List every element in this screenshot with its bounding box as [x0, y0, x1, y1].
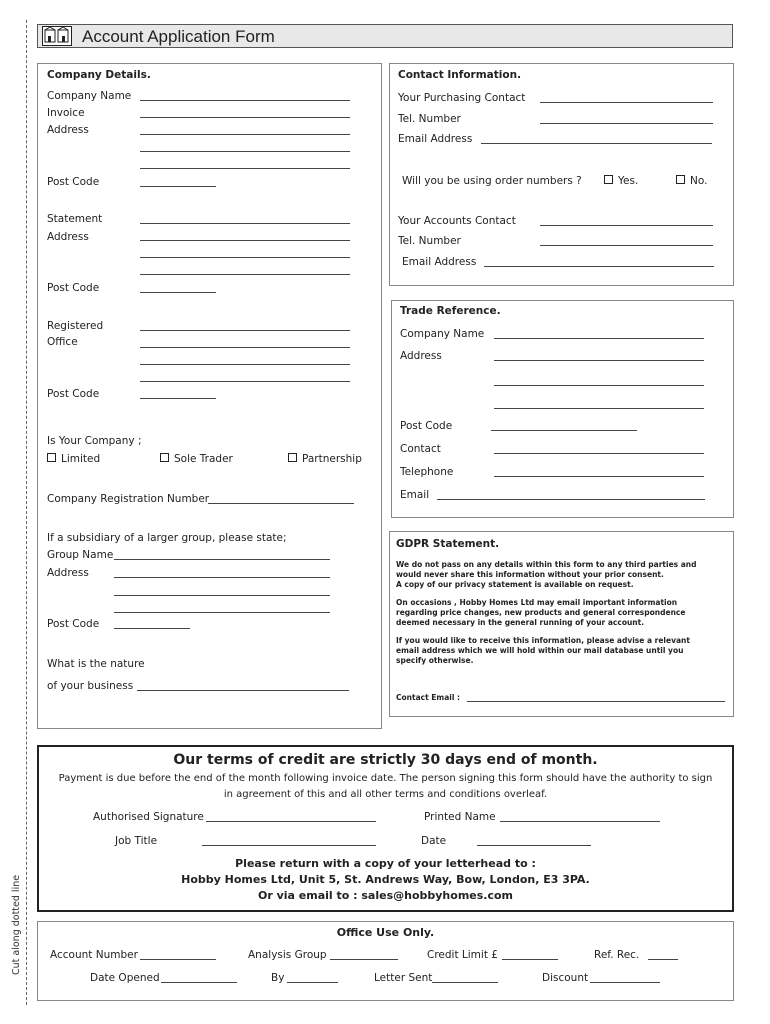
gdpr-p1-line-2: would never share this information without your prior consent. [396, 570, 664, 579]
date-field[interactable] [477, 845, 591, 846]
group-address-line-1[interactable] [114, 577, 330, 578]
trade-contact-field[interactable] [494, 453, 704, 454]
limited-option[interactable] [47, 453, 100, 465]
group-name-field[interactable] [114, 559, 330, 560]
order-no-label: No. [690, 175, 708, 187]
by-field[interactable] [287, 982, 338, 983]
contact-information-heading: Contact Information. [398, 69, 522, 81]
cut-label: Cut along dotted line [11, 874, 22, 975]
order-numbers-question: Will you be using order numbers ? [402, 175, 582, 187]
authorised-signature-label: Authorised Signature [93, 811, 204, 823]
statement-post-code-label: Post Code [47, 282, 100, 294]
statement-label: Statement [47, 213, 103, 225]
analysis-group-field[interactable] [330, 959, 398, 960]
purchasing-contact-label: Your Purchasing Contact [398, 92, 526, 104]
partnership-option[interactable] [288, 453, 362, 465]
group-post-code-field[interactable] [114, 628, 190, 629]
letter-sent-field[interactable] [432, 982, 498, 983]
gdpr-p2-line-3: deemed necessary in the general running of your account. [396, 618, 645, 627]
registered-line-4[interactable] [140, 381, 350, 382]
purchasing-tel-label: Tel. Number [398, 113, 461, 125]
trade-post-code-field[interactable] [491, 430, 637, 431]
invoice-address-line-4[interactable] [140, 168, 350, 169]
return-address: Hobby Homes Ltd, Unit 5, St. Andrews Way, Bow, London, E3 3PA. [181, 873, 590, 886]
authorised-signature-field[interactable] [206, 821, 376, 822]
terms-heading: Our terms of credit are strictly 30 days end of month. [173, 752, 598, 768]
account-number-label: Account Number [50, 949, 138, 961]
trade-address-line-1[interactable] [494, 360, 704, 361]
purchasing-email-field[interactable] [481, 143, 712, 144]
office-label: Office [47, 336, 78, 348]
group-address-line-3[interactable] [114, 612, 330, 613]
trade-contact-label: Contact [400, 443, 441, 455]
trade-address-line-3[interactable] [494, 408, 704, 409]
accounts-contact-label: Your Accounts Contact [398, 215, 516, 227]
discount-label: Discount [542, 972, 589, 984]
purchasing-email-label: Email Address [398, 133, 473, 145]
sole-trader-option[interactable] [160, 453, 233, 465]
order-no-option[interactable] [676, 175, 707, 187]
company-name-field[interactable] [140, 100, 350, 101]
invoice-address-line-1[interactable] [140, 117, 350, 118]
nature-field[interactable] [137, 690, 349, 691]
return-email: Or via email to : sales@hobbyhomes.com [257, 889, 514, 902]
accounts-email-label: Email Address [402, 256, 477, 268]
trade-telephone-field[interactable] [494, 476, 704, 477]
cut-line [26, 20, 27, 1005]
registered-label: Registered [47, 320, 104, 332]
analysis-group-label: Analysis Group [248, 949, 327, 961]
accounts-email-field[interactable] [484, 266, 714, 267]
company-type-question: Is Your Company ; [47, 435, 142, 447]
account-number-field[interactable] [140, 959, 216, 960]
date-label: Date [421, 835, 447, 847]
statement-address-label: Address [47, 231, 89, 243]
gdpr-p1-line-3: A copy of our privacy statement is available on request. [396, 580, 634, 589]
limited-checkbox[interactable] [47, 453, 56, 462]
credit-limit-field[interactable] [502, 959, 558, 960]
statement-address-line-4[interactable] [140, 274, 350, 275]
letter-sent-label: Letter Sent [374, 972, 433, 984]
credit-limit-label: Credit Limit £ [427, 949, 498, 961]
gdpr-contact-email-field[interactable] [467, 701, 725, 702]
gdpr-p3-line-3: specify otherwise. [396, 656, 474, 665]
trade-company-name-field[interactable] [494, 338, 704, 339]
group-name-label: Group Name [47, 549, 114, 561]
invoice-post-code-field[interactable] [140, 186, 216, 187]
group-post-code-label: Post Code [47, 618, 100, 630]
nature-label-1: What is the nature [47, 658, 145, 670]
page-title: Account Application Form [82, 27, 275, 46]
company-details-heading: Company Details. [47, 69, 151, 81]
gdpr-p1-line-1: We do not pass on any details within this form to any third parties and [396, 560, 697, 569]
date-opened-field[interactable] [161, 982, 237, 983]
invoice-address-line-3[interactable] [140, 151, 350, 152]
accounts-tel-label: Tel. Number [398, 235, 461, 247]
partnership-label: Partnership [302, 453, 362, 465]
trade-email-label: Email [400, 489, 430, 501]
registered-line-2[interactable] [140, 347, 350, 348]
registered-line-3[interactable] [140, 364, 350, 365]
statement-address-line-2[interactable] [140, 240, 350, 241]
statement-address-line-3[interactable] [140, 257, 350, 258]
ref-rec-field[interactable] [648, 959, 678, 960]
order-yes-option[interactable] [604, 175, 638, 187]
registered-post-code-field[interactable] [140, 398, 216, 399]
ref-rec-label: Ref. Rec. [594, 949, 640, 961]
terms-line-2: in agreement of this and all other terms and conditions overleaf. [223, 789, 548, 800]
job-title-label: Job Title [115, 835, 158, 847]
limited-label: Limited [61, 453, 101, 465]
purchasing-contact-field[interactable] [540, 102, 713, 103]
invoice-label: Invoice [47, 107, 85, 119]
order-yes-label: Yes. [618, 175, 639, 187]
trade-reference-heading: Trade Reference. [400, 305, 501, 317]
trade-post-code-label: Post Code [400, 420, 453, 432]
company-name-label: Company Name [47, 90, 132, 102]
sole-trader-checkbox[interactable] [160, 453, 169, 462]
terms-line-1: Payment is due before the end of the month following invoice date. The person signing this form should have the authority to sign [58, 773, 713, 784]
registration-number-field[interactable] [208, 503, 354, 504]
order-yes-checkbox[interactable] [604, 175, 613, 184]
by-label: By [271, 972, 285, 984]
printed-name-label: Printed Name [424, 811, 496, 823]
registered-line-1[interactable] [140, 330, 350, 331]
nature-label-2: of your business [47, 680, 134, 692]
purchasing-tel-field[interactable] [540, 123, 713, 124]
gdpr-paragraph-1 [396, 560, 730, 590]
trade-address-label: Address [400, 350, 442, 362]
statement-post-code-field[interactable] [140, 292, 216, 293]
gdpr-contact-email-label: Contact Email : [396, 693, 461, 702]
gdpr-p2-line-1: On occasions , Hobby Homes Ltd may email important information [396, 598, 678, 607]
trade-email-field[interactable] [437, 499, 705, 500]
gdpr-paragraph-2 [396, 598, 730, 628]
statement-address-line-1[interactable] [140, 223, 350, 224]
date-opened-label: Date Opened [90, 972, 160, 984]
accounts-contact-field[interactable] [540, 225, 713, 226]
trade-company-name-label: Company Name [400, 328, 485, 340]
gdpr-p2-line-2: regarding price changes, new products and general correspondence [396, 608, 686, 617]
group-address-line-2[interactable] [114, 595, 330, 596]
registered-post-code-label: Post Code [47, 388, 100, 400]
sole-trader-label: Sole Trader [174, 453, 233, 465]
invoice-address-line-2[interactable] [140, 134, 350, 135]
gdpr-p3-line-1: If you would like to receive this information, please advise a relevant [396, 636, 690, 645]
subsidiary-label: If a subsidiary of a larger group, please state; [47, 532, 287, 544]
invoice-post-code-label: Post Code [47, 176, 100, 188]
gdpr-p3-line-2: email address which we will hold within our mail database until you [396, 646, 684, 655]
partnership-checkbox[interactable] [288, 453, 297, 462]
printed-name-field[interactable] [500, 821, 660, 822]
group-address-label: Address [47, 567, 89, 579]
trade-address-line-2[interactable] [494, 385, 704, 386]
order-no-checkbox[interactable] [676, 175, 685, 184]
job-title-field[interactable] [202, 845, 376, 846]
office-use-heading: Office Use Only. [336, 926, 435, 939]
return-line-1: Please return with a copy of your letterhead to : [235, 857, 536, 870]
gdpr-heading: GDPR Statement. [396, 538, 500, 550]
gdpr-paragraph-3 [396, 636, 730, 666]
terms-section [37, 745, 734, 912]
discount-field[interactable] [590, 982, 660, 983]
accounts-tel-field[interactable] [540, 245, 713, 246]
registration-number-label: Company Registration Number [47, 493, 210, 505]
logo-icon [42, 26, 72, 46]
trade-telephone-label: Telephone [400, 466, 454, 478]
invoice-address-label: Address [47, 124, 89, 136]
